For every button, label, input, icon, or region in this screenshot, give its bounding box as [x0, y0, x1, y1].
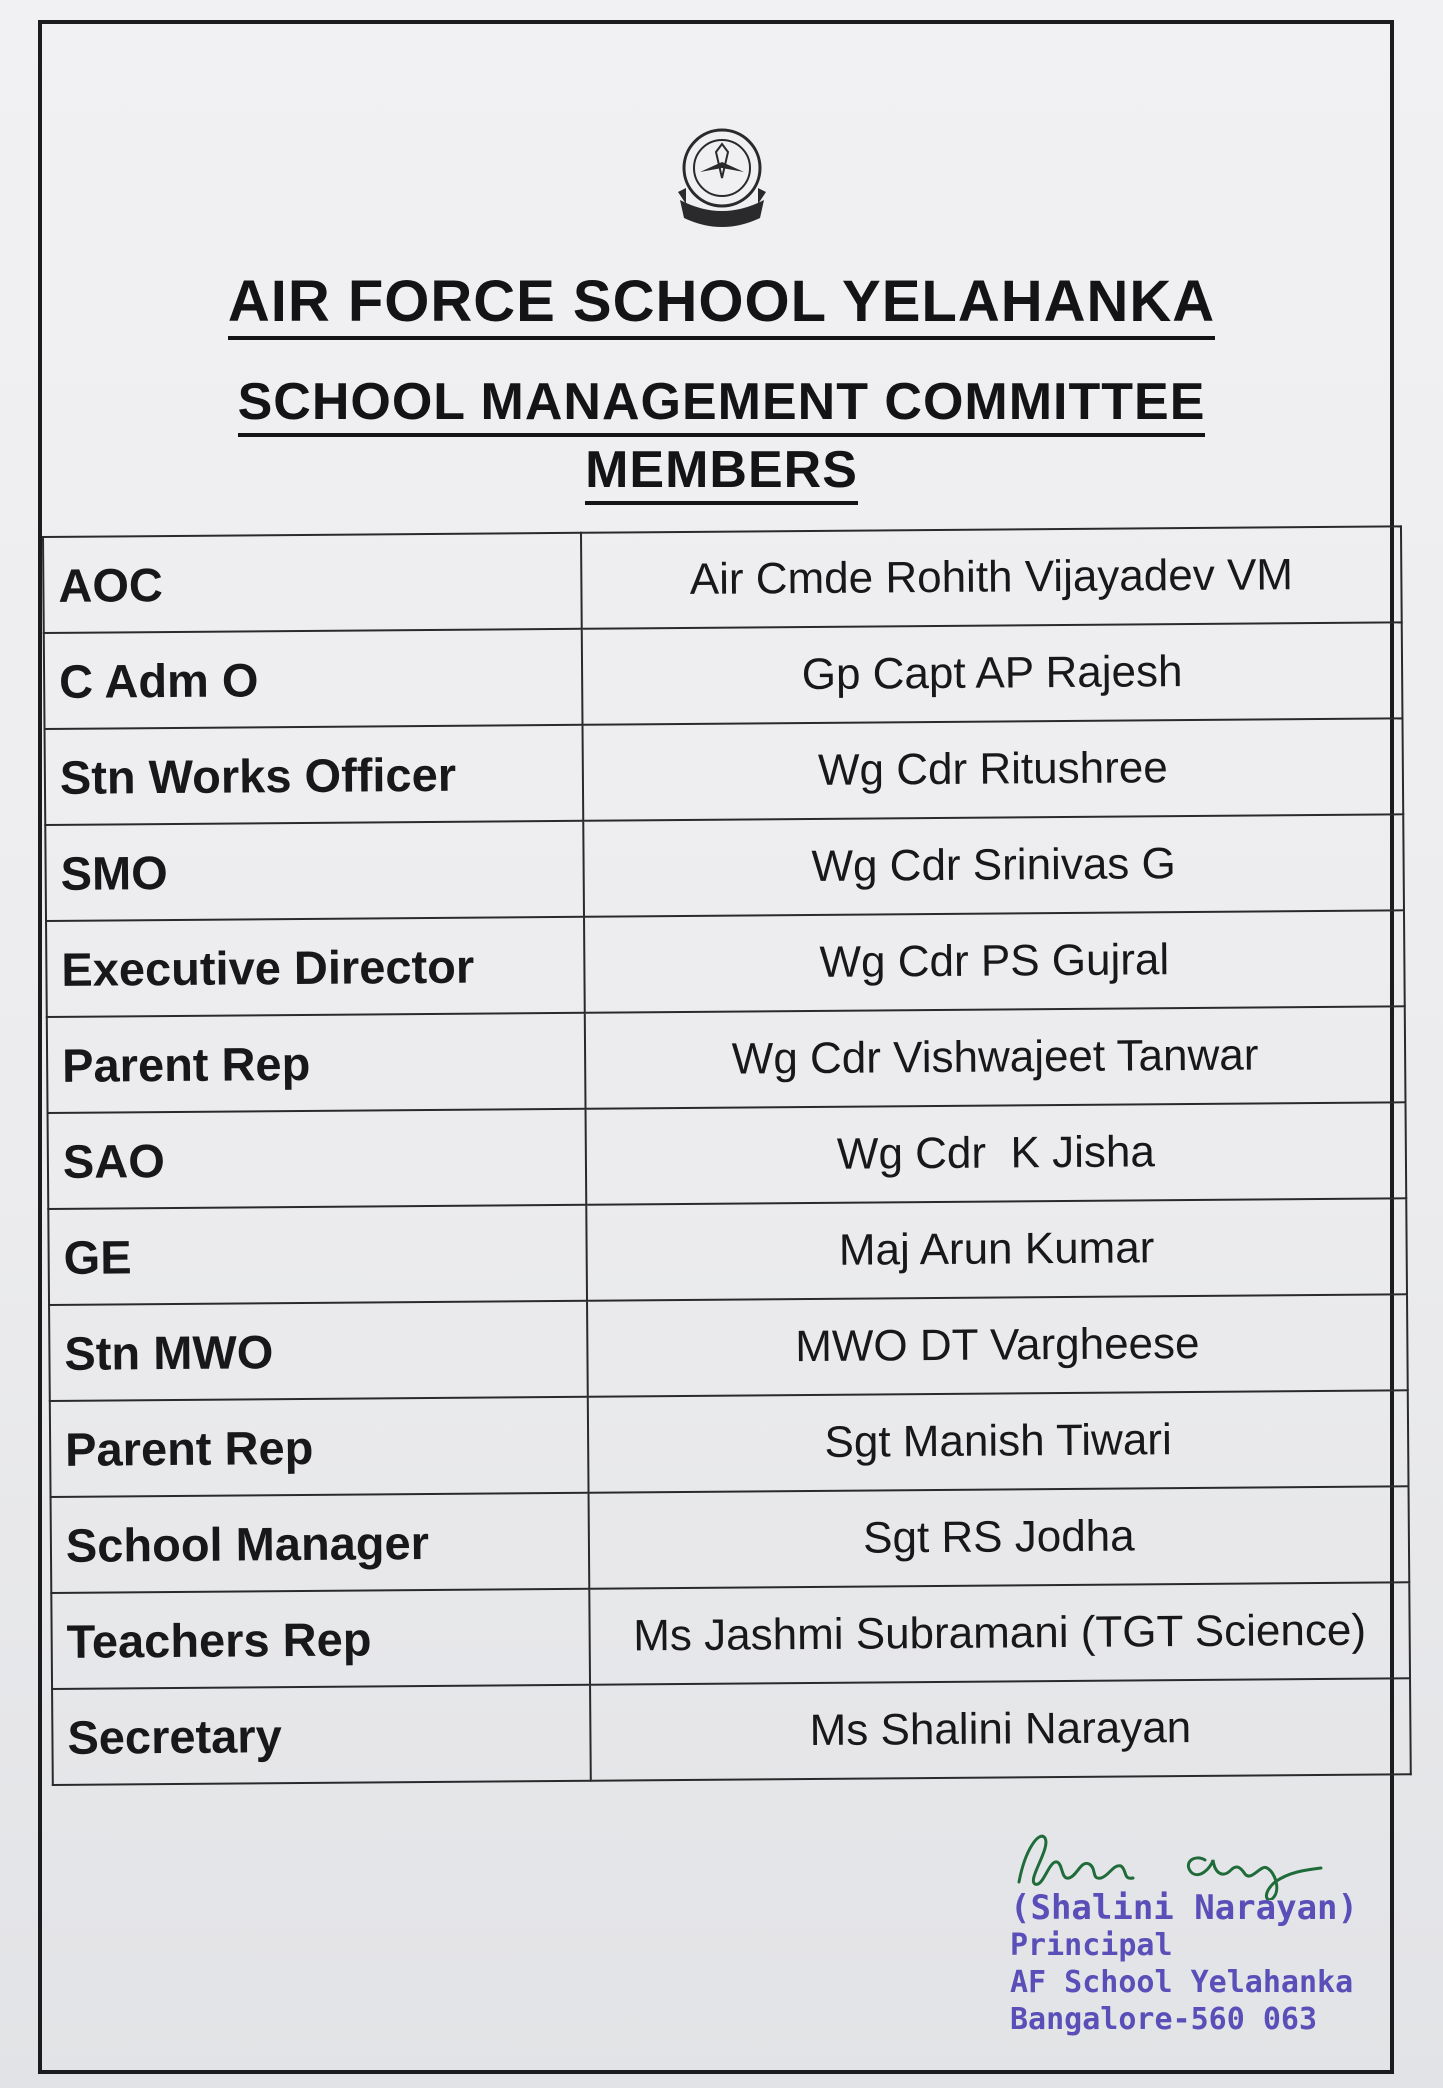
role-cell: Parent Rep — [50, 1397, 589, 1497]
stamp-city: Bangalore-560 063 — [1010, 2002, 1318, 2037]
member-name-cell: Wg Cdr K Jisha — [586, 1102, 1407, 1204]
principal-stamp — [1010, 1890, 1358, 2038]
role-cell: Parent Rep — [47, 1013, 586, 1113]
member-name-cell: Wg Cdr Srinivas G — [583, 814, 1404, 916]
members-heading: MEMBERS — [0, 440, 1443, 500]
member-name-cell: Air Cmde Rohith Vijayadev VM — [581, 526, 1402, 628]
member-name-cell: Wg Cdr Ritushree — [582, 718, 1403, 820]
stamp-designation: Principal — [1010, 1928, 1173, 1963]
table-row — [48, 1102, 1407, 1209]
table-row — [43, 526, 1402, 633]
table-row — [46, 910, 1405, 1017]
member-name-cell: Wg Cdr PS Gujral — [584, 910, 1405, 1012]
member-name-cell: Wg Cdr Vishwajeet Tanwar — [585, 1006, 1406, 1108]
role-cell: Teachers Rep — [51, 1589, 590, 1689]
table-row — [50, 1390, 1409, 1497]
role-cell: Stn Works Officer — [45, 725, 584, 825]
stamp-school: AF School Yelahanka — [1010, 1965, 1354, 2000]
role-cell: SMO — [45, 821, 584, 921]
role-cell: Executive Director — [46, 917, 585, 1017]
table-row — [44, 622, 1403, 729]
member-name-cell: Maj Arun Kumar — [586, 1198, 1407, 1300]
school-name-heading: AIR FORCE SCHOOL YELAHANKA — [0, 268, 1443, 335]
role-cell: School Manager — [51, 1493, 590, 1593]
role-cell: Stn MWO — [49, 1301, 588, 1401]
role-cell: Secretary — [52, 1685, 591, 1785]
role-cell: SAO — [48, 1109, 587, 1209]
table-row — [49, 1294, 1408, 1401]
air-force-school-crest-icon — [672, 122, 772, 238]
role-cell: C Adm O — [44, 629, 583, 729]
table-row — [47, 1006, 1406, 1113]
member-name-cell: Gp Capt AP Rajesh — [582, 622, 1403, 724]
member-name-cell: Ms Shalini Narayan — [590, 1678, 1411, 1780]
member-name-cell: Ms Jashmi Subramani (TGT Science) — [589, 1582, 1410, 1684]
role-cell: GE — [48, 1205, 587, 1305]
members-table — [42, 525, 1412, 1786]
table-row — [51, 1582, 1410, 1689]
member-name-cell: MWO DT Vargheese — [587, 1294, 1408, 1396]
committee-heading: SCHOOL MANAGEMENT COMMITTEE — [0, 372, 1443, 432]
table-row — [51, 1486, 1410, 1593]
member-name-cell: Sgt Manish Tiwari — [588, 1390, 1409, 1492]
table-row — [48, 1198, 1407, 1305]
table-row — [45, 814, 1404, 921]
role-cell: AOC — [43, 533, 582, 633]
table-row — [52, 1678, 1411, 1785]
member-name-cell: Sgt RS Jodha — [589, 1486, 1410, 1588]
stamp-name: (Shalini Narayan) — [1010, 1888, 1358, 1928]
table-row — [45, 718, 1404, 825]
